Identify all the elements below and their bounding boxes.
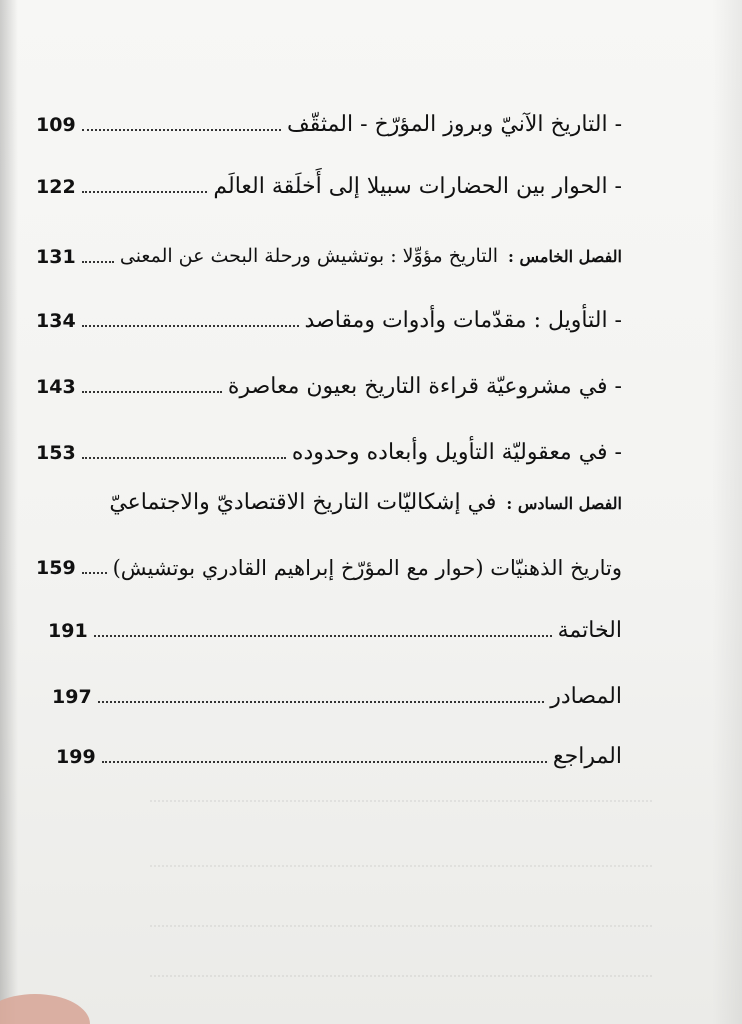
toc-entry xyxy=(48,606,622,646)
toc-page-number: 131 xyxy=(36,246,76,268)
chapter-title: في إشكاليّات التاريخ الاقتصاديّ والاجتماعيّ xyxy=(109,490,497,515)
toc-entry-title: المصادر xyxy=(550,684,622,709)
leader-dots xyxy=(82,391,222,393)
bleed-through-line xyxy=(150,975,652,977)
toc-entry xyxy=(52,672,622,712)
chapter-label: الفصل السادس : xyxy=(506,494,622,513)
toc-entry xyxy=(36,543,622,583)
toc-page-number: 109 xyxy=(36,114,76,136)
toc-entry-title: - في معقوليّة التأويل وأبعاده وحدوده xyxy=(291,440,622,465)
leader-dots xyxy=(94,635,552,637)
toc-entry-title: المراجع xyxy=(552,744,622,769)
bleed-through-line xyxy=(150,925,652,927)
toc-page-number: 199 xyxy=(56,746,96,768)
bleed-through-line xyxy=(150,865,652,867)
toc-page-number: 159 xyxy=(36,557,76,579)
toc-entry xyxy=(36,428,622,468)
leader-dots xyxy=(82,191,208,193)
toc-entry-title xyxy=(120,241,622,272)
leader-dots xyxy=(102,761,547,763)
toc-page-number: 122 xyxy=(36,176,76,198)
toc-page-number: 143 xyxy=(36,376,76,398)
bleed-through-line xyxy=(150,800,652,802)
thumb-edge xyxy=(0,994,90,1024)
toc-chapter-heading xyxy=(109,490,622,515)
toc-page-number: 197 xyxy=(52,686,92,708)
leader-dots xyxy=(98,701,545,703)
toc-entry-title: وتاريخ الذهنيّات (حوار مع المؤرّخ إبراهيم القادري بوتشيش) xyxy=(112,556,622,580)
leader-dots xyxy=(82,572,107,574)
toc-page-number: 153 xyxy=(36,442,76,464)
leader-dots xyxy=(82,325,299,327)
chapter-label: الفصل الخامس : xyxy=(508,247,622,266)
toc-entry xyxy=(36,162,622,202)
toc-entry xyxy=(36,362,622,402)
toc-entry-title: - الحوار بين الحضارات سبيلا إلى أَخلَقة العالَم xyxy=(213,174,622,199)
toc-page-number: 191 xyxy=(48,620,88,642)
toc-entry-title: - التاريخ الآنيّ وبروز المؤرّخ - المثقّف xyxy=(287,112,622,137)
leader-dots xyxy=(82,261,114,263)
toc-entry-title: الخاتمة xyxy=(557,618,622,643)
toc-chapter-entry xyxy=(36,232,622,272)
toc-page-number: 134 xyxy=(36,310,76,332)
page-edge-shadow xyxy=(0,0,18,1024)
chapter-title: التاريخ مؤوِّلا : بوتشيش ورحلة البحث عن المعنى xyxy=(119,245,499,267)
toc-entry-title: - التأويل : مقدّمات وأدوات ومقاصد xyxy=(304,308,622,333)
toc-entry xyxy=(56,732,622,772)
toc-entry-title: - في مشروعيّة قراءة التاريخ بعيون معاصرة xyxy=(227,374,622,399)
toc-entry xyxy=(36,100,622,140)
page-right-shadow xyxy=(712,0,742,1024)
leader-dots xyxy=(82,129,281,131)
toc-entry xyxy=(36,296,622,336)
leader-dots xyxy=(82,457,286,459)
